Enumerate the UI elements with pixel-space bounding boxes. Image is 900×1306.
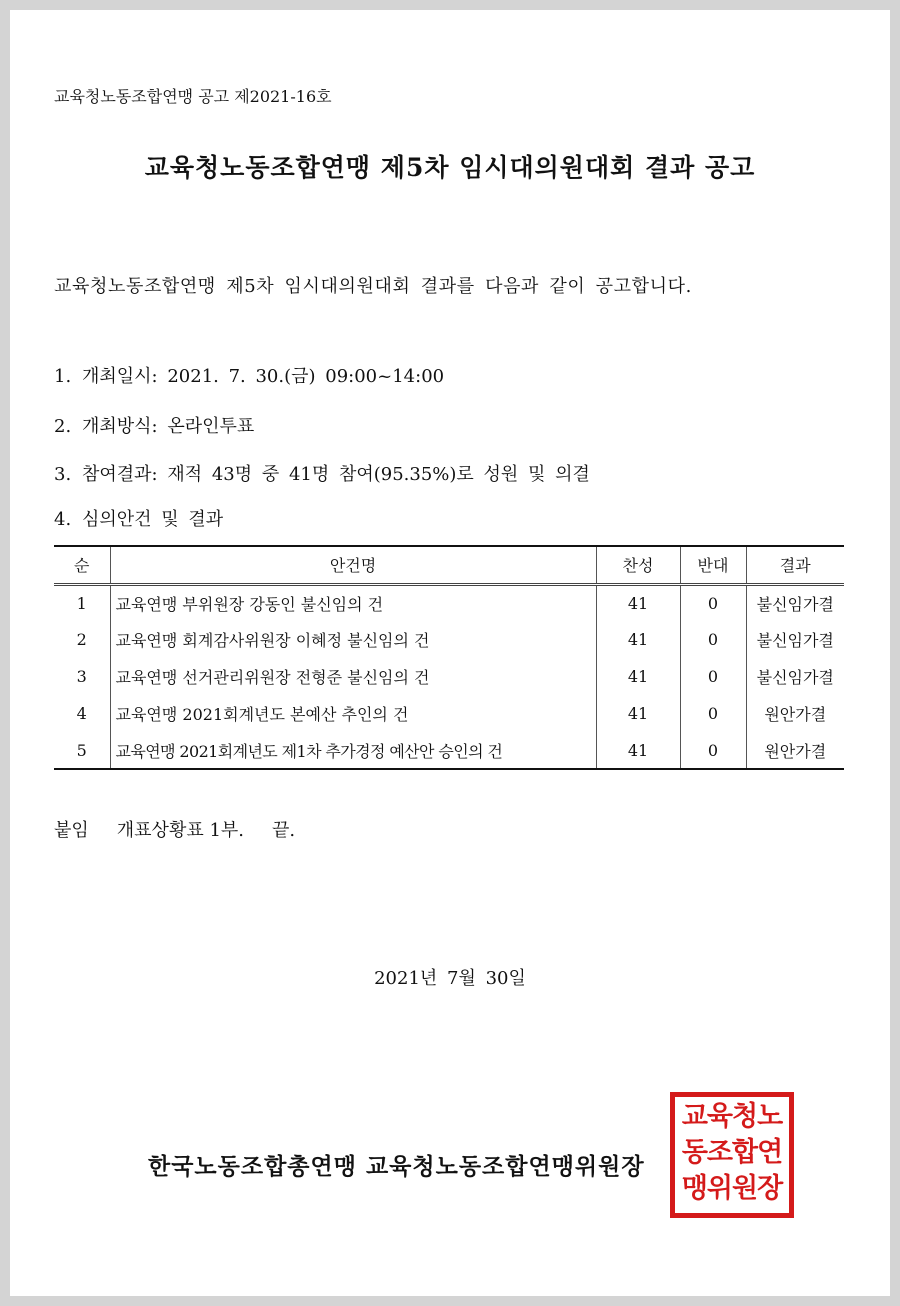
list-item-number: 1.: [54, 366, 72, 387]
list-item-text: 심의안건 및 결과: [82, 509, 224, 530]
list-item-number: 3.: [54, 464, 72, 485]
table-row: [54, 584, 844, 621]
cell-seq: 3: [76, 667, 87, 686]
document-number: 교육청노동조합연맹 공고 제2021-16호: [54, 87, 332, 106]
list-item-text: 개최일시: 2021. 7. 30.(금) 09:00~14:00: [82, 366, 445, 387]
table-row: [54, 621, 844, 658]
header-for: 찬성: [596, 546, 680, 584]
list-item-text: 개최방식: 온라인투표: [82, 416, 255, 437]
seal-line: 교육청노: [681, 1101, 783, 1132]
list-item: [54, 412, 254, 438]
table-header-row: [54, 546, 844, 584]
signer-name: 한국노동조합총연맹 교육청노동조합연맹위원장: [148, 1153, 645, 1180]
document-date: 2021년 7월 30일: [374, 968, 526, 989]
table-row: [54, 732, 844, 769]
cell-result: 불신임가결: [746, 658, 844, 695]
list-item: [54, 362, 444, 388]
cell-agenda: 교육연맹 선거관리위원장 전형준 불신임의 건: [110, 658, 596, 695]
seal-line: 맹위원장: [681, 1173, 783, 1204]
cell-for: 41: [596, 695, 680, 732]
attachment-text: 개표상황표 1부.: [116, 820, 245, 841]
header-result: 결과: [746, 546, 844, 584]
table-row: [54, 695, 844, 732]
cell-seq: 5: [76, 740, 87, 760]
cell-agenda: 교육연맹 회계감사위원장 이혜정 불신임의 건: [110, 621, 596, 658]
intro-text: 교육청노동조합연맹 제5차 임시대의원대회 결과를 다음과 같이 공고합니다.: [54, 276, 692, 297]
cell-seq: 2: [76, 630, 87, 649]
list-item-text: 참여결과: 재적 43명 중 41명 참여(95.35%)로 성원 및 의결: [82, 464, 590, 485]
cell-result: 불신임가결: [746, 621, 844, 658]
cell-seq: 4: [76, 704, 87, 723]
cell-seq: 1: [76, 593, 87, 613]
cell-agenda: 교육연맹 2021회계년도 본예산 추인의 건: [110, 695, 596, 732]
document-page: [10, 10, 890, 1296]
cell-agenda: 교육연맹 2021회계년도 제1차 추가경정 예산안 승인의 건: [110, 732, 596, 769]
attachment-line: [54, 816, 323, 842]
attachment-label: 붙임: [54, 820, 89, 841]
seal-line: 동조합연: [681, 1137, 783, 1168]
header-agenda: 안건명: [110, 546, 596, 584]
table-row: [54, 658, 844, 695]
list-item-number: 2.: [54, 416, 72, 437]
cell-against: 0: [680, 732, 746, 769]
cell-for: 41: [596, 621, 680, 658]
cell-agenda: 교육연맹 부위원장 강동인 불신임의 건: [110, 584, 596, 621]
cell-against: 0: [680, 695, 746, 732]
list-item: [54, 460, 590, 486]
cell-for: 41: [596, 584, 680, 621]
agenda-table: [54, 545, 844, 770]
end-mark: 끝.: [272, 820, 296, 841]
document-title: 교육청노동조합연맹 제5차 임시대의원대회 결과 공고: [144, 153, 756, 182]
cell-against: 0: [680, 658, 746, 695]
header-seq: 순: [74, 556, 90, 576]
cell-result: 원안가결: [746, 732, 844, 769]
official-seal: [670, 1092, 794, 1218]
cell-for: 41: [596, 732, 680, 769]
cell-against: 0: [680, 621, 746, 658]
cell-result: 원안가결: [746, 695, 844, 732]
list-item-number: 4.: [54, 509, 72, 530]
cell-for: 41: [596, 658, 680, 695]
cell-against: 0: [680, 584, 746, 621]
header-against: 반대: [680, 546, 746, 584]
list-item: [54, 505, 223, 531]
cell-result: 불신임가결: [746, 584, 844, 621]
